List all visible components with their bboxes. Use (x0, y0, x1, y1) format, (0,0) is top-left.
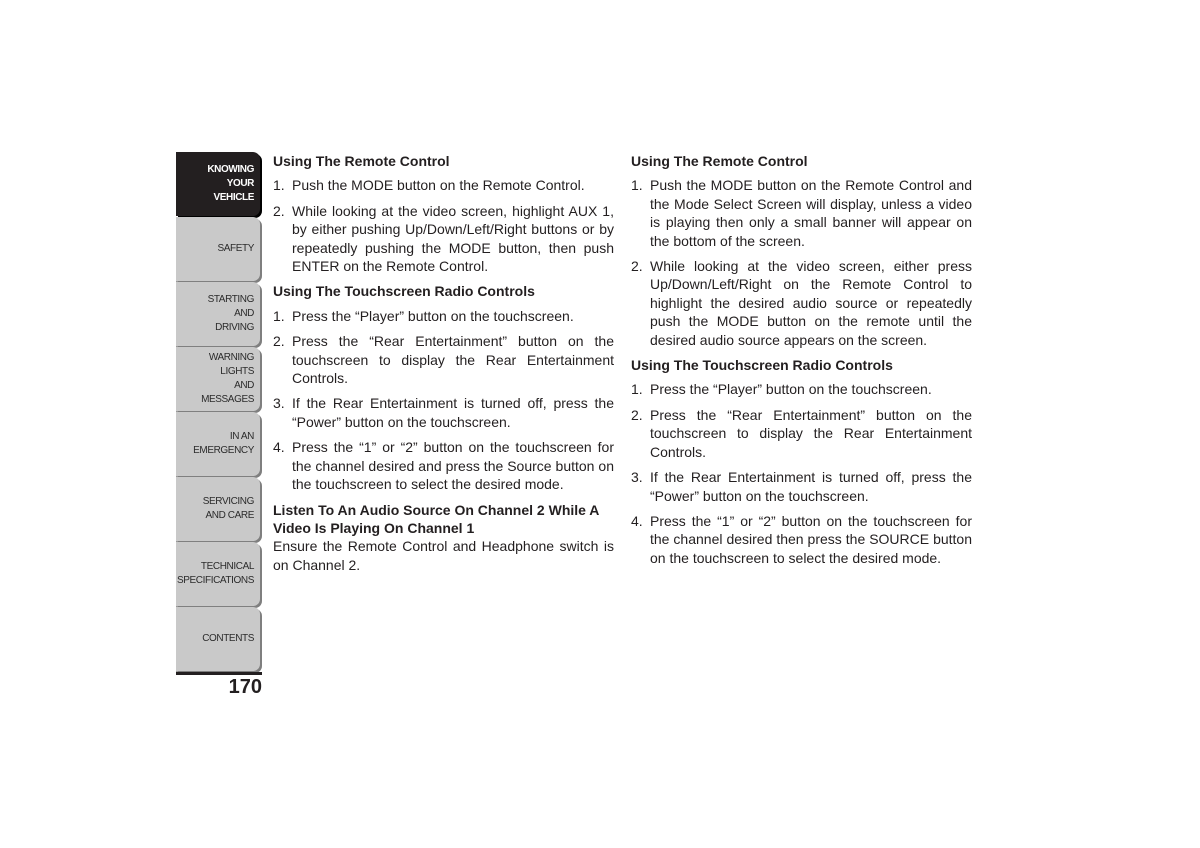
step-list (631, 380, 972, 567)
step-list (273, 176, 614, 275)
step-text: While looking at the video screen, either press Up/Down/Left/Right on the Remote Control to highlight the desired audio source or repeatedly push the MODE button on the remote until the desired audio source appears on the screen. (650, 258, 972, 348)
step-number: 1. (631, 177, 643, 194)
tab-in-an-emergency[interactable] (176, 412, 260, 476)
tab-label: CONTENTS (202, 633, 254, 644)
step-number: 2. (631, 406, 643, 423)
step-number: 1. (273, 177, 285, 194)
step-number: 3. (273, 395, 285, 412)
tab-knowing-your-vehicle[interactable] (176, 152, 260, 216)
step-text: While looking at the video screen, highlight AUX 1, by either pushing Up/Down/Left/Right buttons or by repeatedly pushing the MODE button, then push ENTER on the Remote Control. (292, 202, 614, 275)
step-text: If the Rear Entertainment is turned off, press the “Power” button on the touchscreen. (292, 395, 614, 430)
step-text: Push the MODE button on the Remote Control. (292, 177, 585, 194)
tab-technical-specifications[interactable] (176, 542, 260, 606)
step-list (631, 176, 972, 349)
list-item (631, 257, 972, 349)
step-list (273, 307, 614, 494)
section-heading: Using The Touchscreen Radio Controls (631, 357, 893, 374)
list-item (631, 406, 972, 461)
step-text: Push the MODE button on the Remote Control and the Mode Select Screen will display, unless a video is playing then only a small banner will appear on the bottom of the screen. (650, 177, 972, 249)
list-item (631, 176, 972, 250)
list-item (273, 438, 614, 493)
paragraph: Ensure the Remote Control and Headphone switch is on Channel 2. (273, 538, 614, 573)
tab-warning-lights-and-messages[interactable] (176, 347, 260, 411)
section-heading: Using The Remote Control (631, 153, 808, 169)
list-item (631, 380, 972, 398)
tab-label: SERVICING AND CARE (202, 496, 254, 521)
section-heading: Using The Touchscreen Radio Controls (273, 283, 535, 300)
step-number: 1. (631, 381, 643, 398)
step-number: 3. (631, 469, 643, 486)
list-item (273, 202, 614, 276)
step-number: 4. (631, 512, 643, 529)
step-text: Press the “Player” button on the touchscreen. (292, 307, 574, 324)
step-number: 1. (273, 307, 285, 324)
list-item (631, 468, 972, 505)
left-column (273, 152, 614, 574)
step-number: 2. (273, 202, 285, 219)
page-number: 170 (228, 676, 262, 698)
step-number: 4. (273, 439, 285, 456)
list-item (273, 176, 614, 194)
section-heading: Using The Remote Control (273, 153, 450, 169)
tab-starting-and-driving[interactable] (176, 282, 260, 346)
step-text: If the Rear Entertainment is turned off, press the “Power” button on the touchscreen. (650, 469, 972, 504)
step-number: 2. (631, 258, 643, 275)
tab-divider (176, 672, 262, 675)
list-item (273, 307, 614, 325)
tab-contents[interactable] (176, 607, 260, 671)
step-text: Press the “1” or “2” button on the touchscreen for the channel desired then press the SOURCE button on the touchscreen to select the desired mode. (650, 512, 972, 566)
tab-label: SAFETY (217, 243, 254, 254)
tab-label: WARNING LIGHTS AND MESSAGES (201, 352, 254, 405)
step-text: Press the “1” or “2” button on the touchscreen for the channel desired and press the Source button on the touchscreen to select the desired mode. (292, 439, 614, 493)
tab-servicing-and-care[interactable] (176, 477, 260, 541)
list-item (273, 332, 614, 387)
step-text: Press the “Player” button on the touchscreen. (650, 381, 932, 398)
step-text: Press the “Rear Entertainment” button on the touchscreen to display the Rear Entertainment Controls. (650, 406, 972, 460)
step-number: 2. (273, 333, 285, 350)
tab-label: TECHNICAL SPECIFICATIONS (176, 561, 254, 586)
tab-label: STARTING AND DRIVING (207, 294, 254, 333)
section-heading: Listen To An Audio Source On Channel 2 While A Video Is Playing On Channel 1 (273, 501, 599, 536)
right-column (631, 152, 972, 574)
list-item (631, 512, 972, 567)
tab-safety[interactable] (176, 217, 260, 281)
list-item (273, 394, 614, 431)
tab-label: KNOWING YOUR VEHICLE (207, 164, 254, 203)
step-text: Press the “Rear Entertainment” button on the touchscreen to display the Rear Entertainment Controls. (292, 333, 614, 387)
tab-label: IN AN EMERGENCY (193, 431, 254, 456)
chapter-tabs (176, 152, 262, 672)
